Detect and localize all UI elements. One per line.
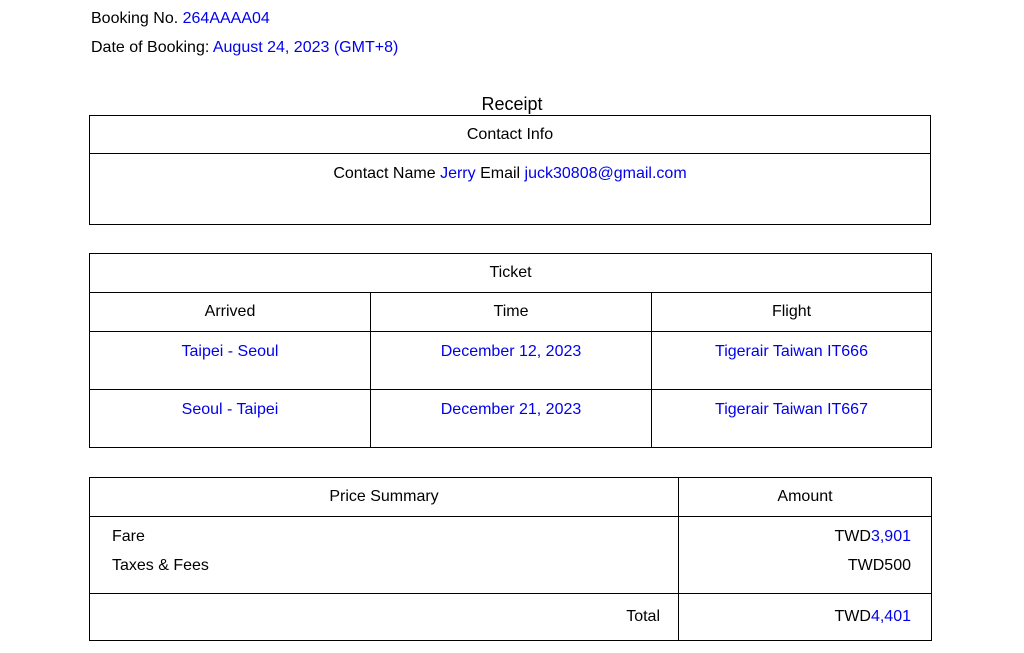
booking-number-label: Booking No. (91, 10, 179, 27)
ticket-header: Ticket (90, 254, 932, 293)
booking-number-value: 264AAAA04 (182, 10, 270, 27)
booking-date-value: August 24, 2023 (GMT+8) (212, 39, 399, 56)
ticket-route: Seoul - Taipei (90, 390, 371, 448)
currency-code: TWD (847, 557, 885, 574)
booking-date-line (91, 38, 398, 58)
taxes-amount-value: 500 (884, 557, 911, 574)
ticket-route: Taipei - Seoul (90, 332, 371, 390)
price-summary-table (89, 477, 932, 641)
column-header-arrived: Arrived (90, 293, 371, 332)
price-item-amount (679, 556, 911, 585)
contact-info-header: Contact Info (90, 116, 931, 154)
amount-header: Amount (679, 478, 932, 517)
contact-info-table (89, 115, 931, 225)
contact-email-label: Email (480, 165, 521, 182)
ticket-flight: Tigerair Taiwan IT667 (652, 390, 932, 448)
contact-name-value: Jerry (440, 165, 476, 182)
ticket-date: December 21, 2023 (371, 390, 652, 448)
currency-code: TWD (834, 608, 871, 625)
column-header-time: Time (371, 293, 652, 332)
price-items-amounts (679, 517, 932, 594)
fare-amount-value: 3,901 (870, 528, 911, 545)
price-item-label: Taxes & Fees (112, 557, 209, 574)
column-header-flight: Flight (652, 293, 932, 332)
booking-number-line (91, 9, 270, 29)
booking-date-label: Date of Booking: (91, 39, 210, 56)
ticket-date: December 12, 2023 (371, 332, 652, 390)
receipt-title: Receipt (481, 94, 543, 114)
contact-info-cell (90, 154, 931, 225)
total-amount-value: 4,401 (870, 608, 911, 625)
ticket-flight: Tigerair Taiwan IT666 (652, 332, 932, 390)
total-label: Total (90, 594, 679, 641)
total-amount (679, 594, 932, 641)
currency-code: TWD (834, 528, 871, 545)
price-summary-header: Price Summary (90, 478, 679, 517)
ticket-table (89, 253, 932, 448)
price-items-labels (90, 517, 679, 594)
price-item-amount (679, 527, 911, 556)
contact-name-label: Contact Name (333, 165, 436, 182)
ticket-row (90, 332, 932, 390)
ticket-row (90, 390, 932, 448)
contact-email-value: juck30808@gmail.com (524, 165, 687, 182)
price-item-label: Fare (112, 528, 145, 545)
